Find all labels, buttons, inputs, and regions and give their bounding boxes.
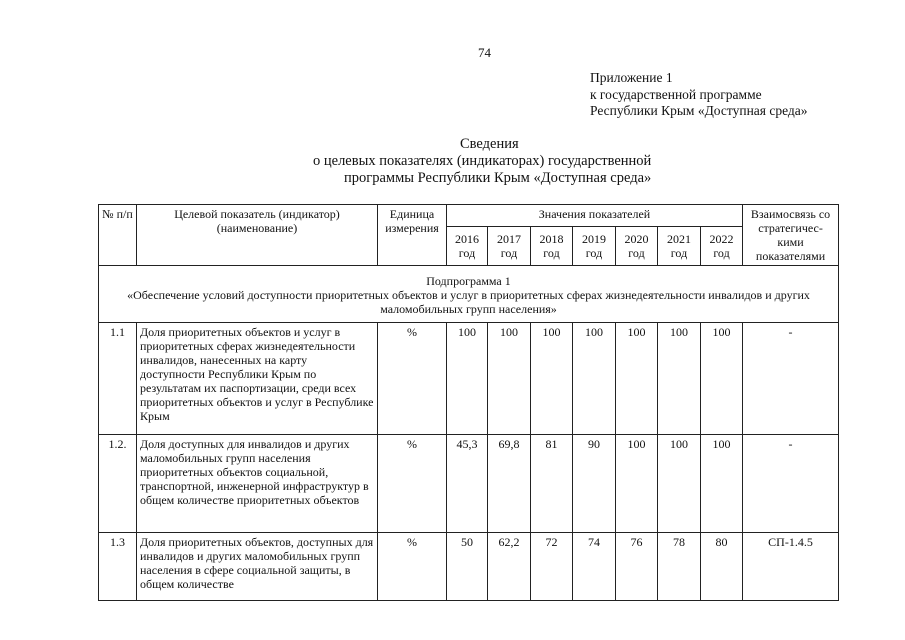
row-value: 80 xyxy=(701,533,743,601)
row-value: 100 xyxy=(488,323,531,435)
document-heading xyxy=(0,136,905,187)
header-num: № п/п xyxy=(99,205,137,266)
appendix-line-3: Республики Крым «Доступная среда» xyxy=(590,103,808,118)
row-value: 72 xyxy=(531,533,573,601)
row-value: 100 xyxy=(701,323,743,435)
row-value: 50 xyxy=(447,533,488,601)
appendix-note xyxy=(590,70,808,120)
header-unit: Единица измерения xyxy=(378,205,447,266)
row-value: 100 xyxy=(658,323,701,435)
year-header: 2017 год xyxy=(488,227,531,266)
row-indicator: Доля приоритетных объектов, доступных для инвалидов и других маломобильных групп населения в сфере социальной защиты, в общем количестве xyxy=(137,533,378,601)
row-link: СП-1.4.5 xyxy=(743,533,839,601)
row-value: 45,3 xyxy=(447,435,488,533)
row-unit: % xyxy=(378,435,447,533)
table-header-row xyxy=(99,205,839,227)
year-header: 2022 год xyxy=(701,227,743,266)
row-value: 62,2 xyxy=(488,533,531,601)
year-header: 2020 год xyxy=(616,227,658,266)
row-link: - xyxy=(743,435,839,533)
row-value: 100 xyxy=(616,435,658,533)
table-row xyxy=(99,435,839,533)
heading-line-2: о целевых показателях (индикаторах) государственной xyxy=(313,153,652,169)
row-unit: % xyxy=(378,533,447,601)
row-unit: % xyxy=(378,323,447,435)
row-value: 100 xyxy=(701,435,743,533)
row-link: - xyxy=(743,323,839,435)
row-num: 1.3 xyxy=(99,533,137,601)
row-indicator: Доля доступных для инвалидов и других маломобильных групп населения приоритетных объектов социальной, транспортной, инженерной инфраструктур в общем количестве приоритетных объектов xyxy=(137,435,378,533)
subprogram-title: Подпрограмма 1 xyxy=(426,274,511,288)
header-indicator: Целевой показатель (индикатор) (наименование) xyxy=(137,205,378,266)
heading-line-1: Сведения xyxy=(460,136,519,152)
row-value: 74 xyxy=(573,533,616,601)
row-value: 100 xyxy=(658,435,701,533)
heading-line-3: программы Республики Крым «Доступная среда» xyxy=(344,170,652,186)
header-values: Значения показателей xyxy=(447,205,743,227)
row-value: 90 xyxy=(573,435,616,533)
row-indicator: Доля приоритетных объектов и услуг в приоритетных сферах жизнедеятельности инвалидов, нанесенных на карту доступности Республики Крым по результатам их паспортизации, среди всех приоритетных объектов и услуг в Республике Крым xyxy=(137,323,378,435)
appendix-line-1: Приложение 1 xyxy=(590,70,673,85)
row-value: 78 xyxy=(658,533,701,601)
row-num: 1.1 xyxy=(99,323,137,435)
indicators-table xyxy=(98,204,839,601)
year-header: 2019 год xyxy=(573,227,616,266)
page-number: 74 xyxy=(478,45,491,60)
header-link: Взаимосвязь со стратегичес-кими показателями xyxy=(743,205,839,266)
row-value: 81 xyxy=(531,435,573,533)
row-value: 100 xyxy=(531,323,573,435)
table-row xyxy=(99,323,839,435)
appendix-line-2: к государственной программе xyxy=(590,86,762,102)
row-num: 1.2. xyxy=(99,435,137,533)
subprogram-cell xyxy=(99,266,839,323)
subprogram-row xyxy=(99,266,839,323)
subprogram-desc: «Обеспечение условий доступности приоритетных объектов и услуг в приоритетных сферах жизнедеятельности инвалидов и других маломобильных групп населения» xyxy=(127,288,810,316)
year-header: 2018 год xyxy=(531,227,573,266)
row-value: 100 xyxy=(447,323,488,435)
row-value: 69,8 xyxy=(488,435,531,533)
year-header: 2016 год xyxy=(447,227,488,266)
row-value: 100 xyxy=(573,323,616,435)
table-row xyxy=(99,533,839,601)
row-value: 76 xyxy=(616,533,658,601)
row-value: 100 xyxy=(616,323,658,435)
year-header: 2021 год xyxy=(658,227,701,266)
